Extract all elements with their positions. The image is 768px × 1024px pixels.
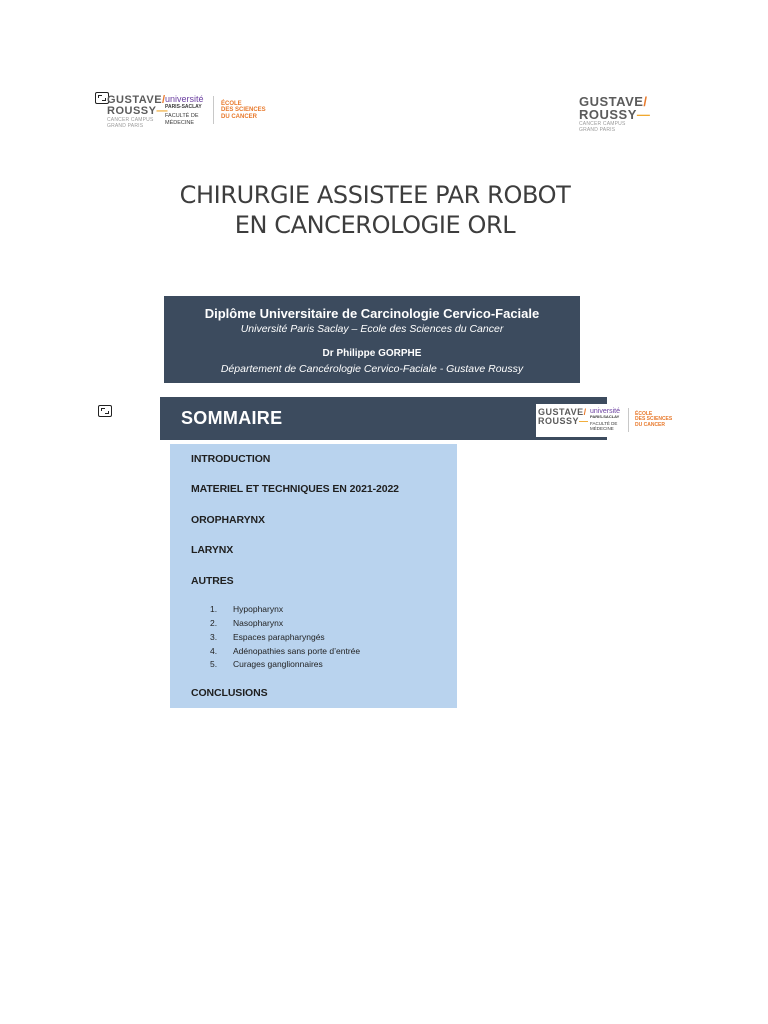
toc-section: OROPHARYNX: [191, 514, 265, 526]
toc-subitem: 1. Hypopharynx: [210, 604, 284, 614]
toc-section: LARYNX: [191, 544, 234, 556]
table-of-contents: [170, 444, 457, 708]
document-title: CHIRURGIE ASSISTEE PAR ROBOT EN CANCEROLOGIE ORL: [179, 181, 571, 239]
diploma-name: Diplôme Universitaire de Carcinologie Cervico-Faciale: [204, 306, 540, 321]
image-placeholder-icon: [98, 405, 112, 417]
toc-subitem: 5. Curages ganglionnaires: [210, 659, 323, 669]
logo-separator: [213, 96, 214, 124]
toc-subitem: 3. Espaces parapharyngés: [210, 632, 325, 642]
toc-subitem: 2. Nasopharynx: [210, 618, 284, 628]
logo-separator-small: [628, 408, 629, 432]
toc-section: MATERIEL ET TECHNIQUES EN 2021-2022: [191, 483, 399, 495]
ecole-sciences-cancer-logo: ÉCOLE DES SCIENCES DU CANCER: [221, 101, 266, 120]
gustave-roussy-logo-small: GUSTAVE/ ROUSSY—: [538, 407, 589, 426]
toc-section: INTRODUCTION: [191, 453, 271, 465]
gustave-roussy-logo-right: GUSTAVE/ ROUSSY— CANCER CAMPUS GRAND PARIS: [579, 94, 651, 133]
author-name: Dr Philippe GORPHE: [322, 348, 422, 359]
toc-subitem: 4. Adénopathies sans porte d’entrée: [210, 646, 361, 656]
universite-logo-small: université PARIS-SACLAY FACULTÉ DE MÉDECINE: [590, 408, 620, 431]
gustave-roussy-logo: GUSTAVE/ ROUSSY— CANCER CAMPUS GRAND PARIS: [107, 94, 168, 129]
toc-section: AUTRES: [191, 575, 234, 587]
toc-conclusion: CONCLUSIONS: [191, 687, 268, 699]
ecole-logo-small: ÉCOLE DES SCIENCES DU CANCER: [635, 411, 673, 428]
diploma-info-box: [164, 296, 580, 383]
institution-name: Université Paris Saclay – Ecole des Sciences du Cancer: [240, 323, 504, 335]
department-name: Département de Cancérologie Cervico-Faciale - Gustave Roussy: [220, 363, 524, 375]
universite-paris-saclay-logo: université PARIS-SACLAY FACULTÉ DE MÉDECINE: [165, 94, 204, 126]
sommaire-heading: SOMMAIRE: [181, 408, 283, 428]
sommaire-logo-card: [536, 404, 676, 437]
